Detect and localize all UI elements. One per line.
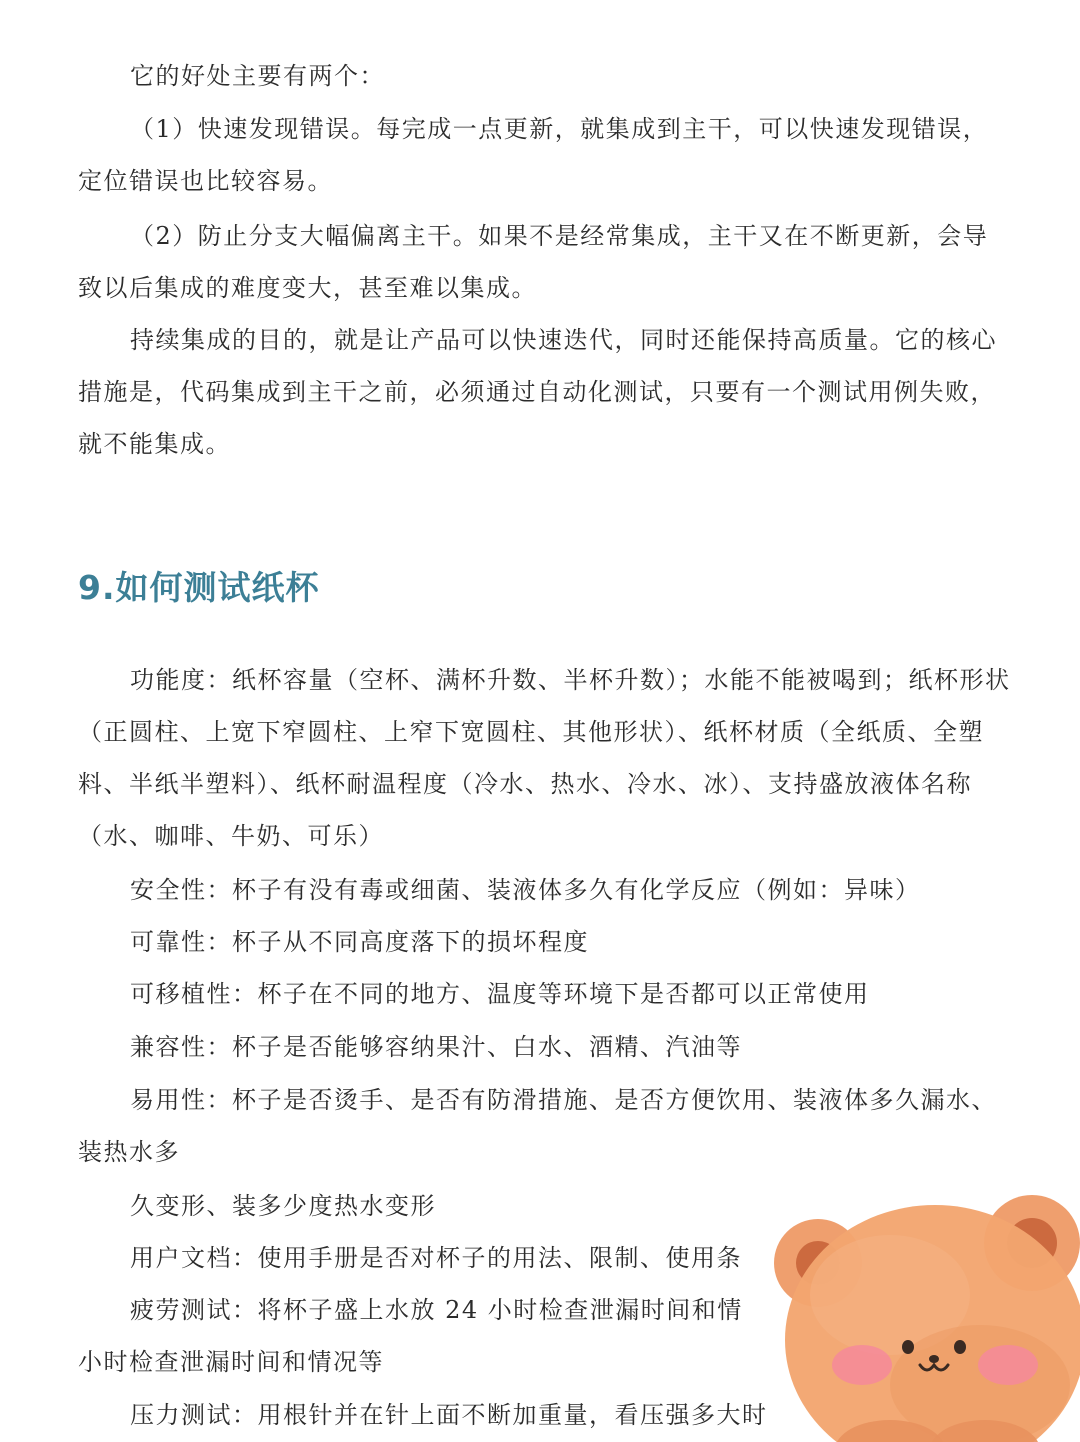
section-heading: 9.如何测试纸杯 (78, 568, 320, 607)
bear-sticker-icon (770, 1175, 1080, 1442)
safety-paragraph: 安全性：杯子有没有毒或细菌、装液体多久有化学反应（例如：异味） (130, 876, 921, 904)
reliability-paragraph: 可靠性：杯子从不同高度落下的损坏程度 (130, 928, 589, 956)
user-docs-paragraph: 用户文档：使用手册是否对杯子的用法、限制、使用条 (130, 1244, 742, 1272)
benefit-point-2: （2）防止分支大幅偏离主干。如果不是经常集成，主干又在不断更新，会导致以后集成的难度变大，甚至难以集成。 (78, 222, 989, 302)
ci-purpose-paragraph: 持续集成的目的，就是让产品可以快速迭代，同时还能保持高质量。它的核心措施是，代码集成到主干之前，必须通过自动化测试，只要有一个测试用例失败，就不能集成。 (78, 326, 997, 458)
portability-paragraph: 可移植性：杯子在不同的地方、温度等环境下是否都可以正常使用 (130, 980, 870, 1008)
compatibility-paragraph: 兼容性：杯子是否能够容纳果汁、白水、酒精、汽油等 (130, 1033, 742, 1061)
deform-paragraph: 久变形、装多少度热水变形 (130, 1192, 436, 1220)
usability-paragraph: 易用性：杯子是否烫手、是否有防滑措施、是否方便饮用、装液体多久漏水、装热水多 (78, 1086, 997, 1166)
fatigue-paragraph: 疲劳测试：将杯子盛上水放 24 小时检查泄漏时间和情 (130, 1296, 743, 1324)
benefit-point-1: （1）快速发现错误。每完成一点更新，就集成到主干，可以快速发现错误，定位错误也比较容易。 (78, 115, 989, 195)
fatigue-continuation: 小时检查泄漏时间和情况等 (78, 1348, 384, 1376)
benefits-intro: 它的好处主要有两个： (130, 62, 385, 90)
pressure-paragraph: 压力测试：用根针并在针上面不断加重量，看压强多大时 (130, 1401, 768, 1429)
functionality-paragraph: 功能度：纸杯容量（空杯、满杯升数、半杯升数）；水能不能被喝到；纸杯形状（正圆柱、上宽下窄圆柱、上窄下宽圆柱、其他形状）、纸杯材质（全纸质、全塑料、半纸半塑料）、纸杯耐温程度（冷水、热水、冷水、冰）、支持盛放液体名称（水、咖啡、牛奶、可乐） (78, 666, 1011, 850)
